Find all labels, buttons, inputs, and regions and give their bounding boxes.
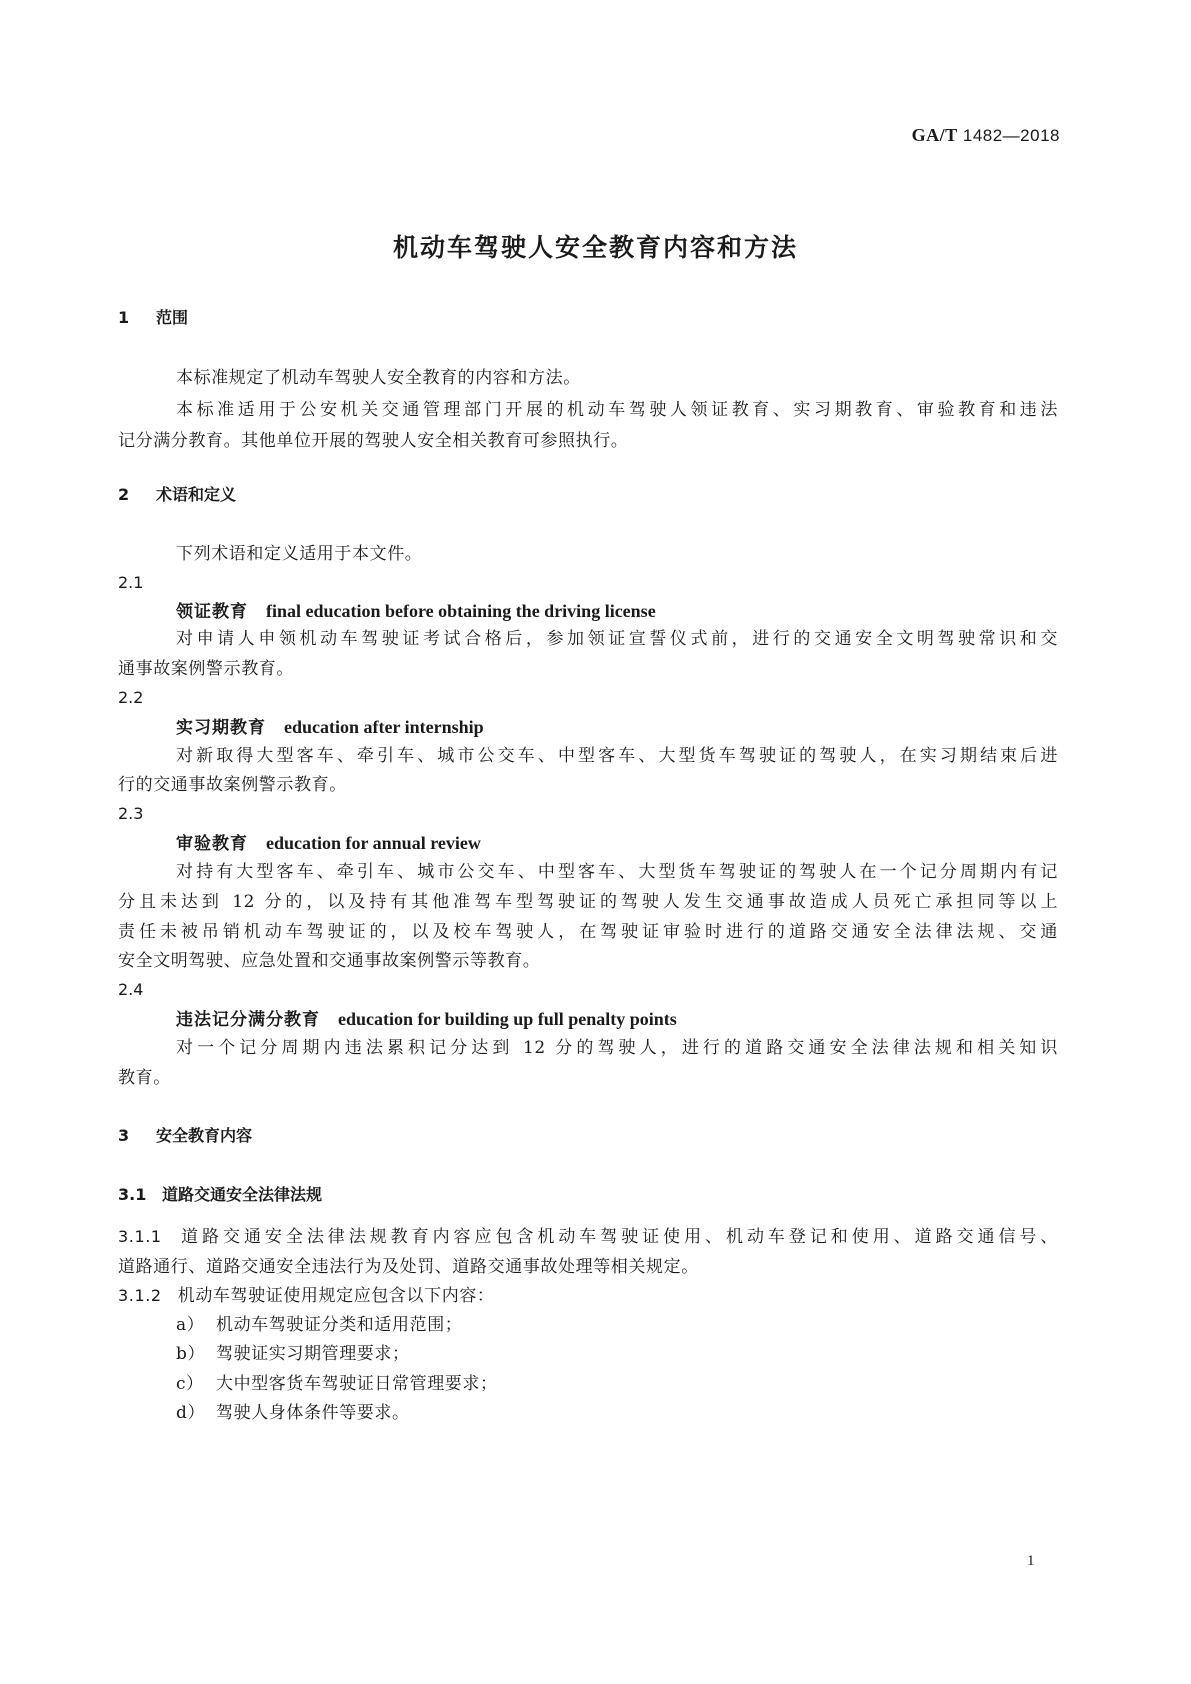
term-zh: 审验教育 bbox=[176, 834, 248, 854]
list-marker: b） bbox=[176, 1344, 206, 1364]
list-text: 机动车驾驶证分类和适用范围； bbox=[216, 1315, 463, 1335]
definition-line: 分且未达到 12 分的，以及持有其他准驾车型驾驶证的驾驶人发生交通事故造成人员死亡承担同等以上 bbox=[118, 892, 1058, 912]
standard-code bbox=[912, 125, 1060, 146]
subsection-title: 道路交通安全法律法规 bbox=[162, 1185, 323, 1204]
term-zh: 领证教育 bbox=[176, 602, 248, 622]
section-title: 范围 bbox=[156, 308, 189, 327]
clause-text: 机动车驾驶证使用规定应包含以下内容： bbox=[177, 1286, 495, 1306]
term-zh: 实习期教育 bbox=[176, 718, 266, 738]
term-number: 2.4 bbox=[118, 980, 144, 999]
definition-line: 对新取得大型客车、牵引车、城市公交车、中型客车、大型货车驾驶证的驾驶人，在实习期结束后进 bbox=[176, 746, 1058, 766]
clause-3-1-1 bbox=[118, 1225, 1058, 1249]
list-item bbox=[176, 1313, 462, 1337]
standard-prefix: GA/T bbox=[911, 125, 958, 145]
page-number: 1 bbox=[1027, 1553, 1035, 1569]
list-text: 驾驶证实习期管理要求； bbox=[216, 1344, 410, 1364]
term-en: education after internship bbox=[284, 717, 484, 737]
term-heading bbox=[176, 1007, 677, 1032]
list-item bbox=[176, 1342, 410, 1366]
section-2-heading bbox=[118, 483, 236, 507]
list-marker: a） bbox=[176, 1315, 205, 1335]
clause-text: 道路交通安全法律法规教育内容应包含机动车驾驶证使用、机动车登记和使用、道路交通信号、 bbox=[177, 1227, 1058, 1247]
list-marker: d） bbox=[176, 1403, 206, 1423]
list-text: 大中型客货车驾驶证日常管理要求； bbox=[216, 1374, 498, 1394]
list-text: 驾驶人身体条件等要求。 bbox=[216, 1403, 410, 1423]
section-title: 术语和定义 bbox=[156, 485, 237, 504]
definition-line: 行的交通事故案例警示教育。 bbox=[118, 775, 347, 795]
term-zh: 违法记分满分教育 bbox=[176, 1010, 320, 1030]
definition-line: 安全文明驾驶、应急处置和交通事故案例警示等教育。 bbox=[118, 951, 541, 971]
clause-number: 3.1.1 bbox=[118, 1227, 162, 1246]
subsection-number: 3.1 bbox=[118, 1185, 147, 1204]
list-marker: c） bbox=[176, 1374, 204, 1394]
term-en: education for annual review bbox=[266, 833, 481, 853]
definition-line: 对持有大型客车、牵引车、城市公交车、中型客车、大型货车驾驶证的驾驶人在一个记分周期内有记 bbox=[176, 862, 1058, 882]
term-en: education for building up full penalty points bbox=[338, 1009, 677, 1029]
clause-continuation: 道路通行、道路交通安全违法行为及处罚、道路交通事故处理等相关规定。 bbox=[118, 1257, 699, 1277]
definition-line: 通事故案例警示教育。 bbox=[118, 659, 294, 679]
clause-3-1-2 bbox=[118, 1284, 495, 1308]
paragraph: 下列术语和定义适用于本文件。 bbox=[176, 544, 423, 564]
paragraph: 本标准适用于公安机关交通管理部门开展的机动车驾驶人领证教育、实习期教育、审验教育和违法 bbox=[176, 400, 1058, 420]
section-number: 1 bbox=[118, 308, 130, 327]
definition-line: 对一个记分周期内违法累积记分达到 12 分的驾驶人，进行的道路交通安全法律法规和相关知识 bbox=[176, 1038, 1058, 1058]
standard-number: 1482—2018 bbox=[962, 126, 1060, 145]
term-number: 2.2 bbox=[118, 688, 144, 707]
term-number: 2.1 bbox=[118, 573, 144, 592]
section-number: 3 bbox=[118, 1126, 130, 1145]
term-heading bbox=[176, 599, 656, 624]
paragraph: 本标准规定了机动车驾驶人安全教育的内容和方法。 bbox=[176, 368, 581, 388]
term-number: 2.3 bbox=[118, 804, 144, 823]
term-en: final education before obtaining the driving license bbox=[266, 601, 656, 621]
document-title: 机动车驾驶人安全教育内容和方法 bbox=[392, 233, 798, 262]
term-heading bbox=[176, 715, 484, 740]
paragraph-continuation: 记分满分教育。其他单位开展的驾驶人安全相关教育可参照执行。 bbox=[118, 431, 629, 451]
subsection-3-1-heading bbox=[118, 1183, 322, 1207]
term-heading bbox=[176, 831, 481, 856]
list-item bbox=[176, 1372, 498, 1396]
section-3-heading bbox=[118, 1124, 252, 1148]
definition-line: 教育。 bbox=[118, 1068, 171, 1088]
definition-line: 责任未被吊销机动车驾驶证的，以及校车驾驶人，在驾驶证审验时进行的道路交通安全法律法规、交通 bbox=[118, 922, 1058, 942]
clause-number: 3.1.2 bbox=[118, 1286, 162, 1305]
list-item bbox=[176, 1401, 410, 1425]
section-number: 2 bbox=[118, 485, 130, 504]
definition-line: 对申请人申领机动车驾驶证考试合格后，参加领证宣誓仪式前，进行的交通安全文明驾驶常识和交 bbox=[176, 629, 1058, 649]
section-1-heading bbox=[118, 306, 188, 330]
section-title: 安全教育内容 bbox=[156, 1126, 253, 1145]
